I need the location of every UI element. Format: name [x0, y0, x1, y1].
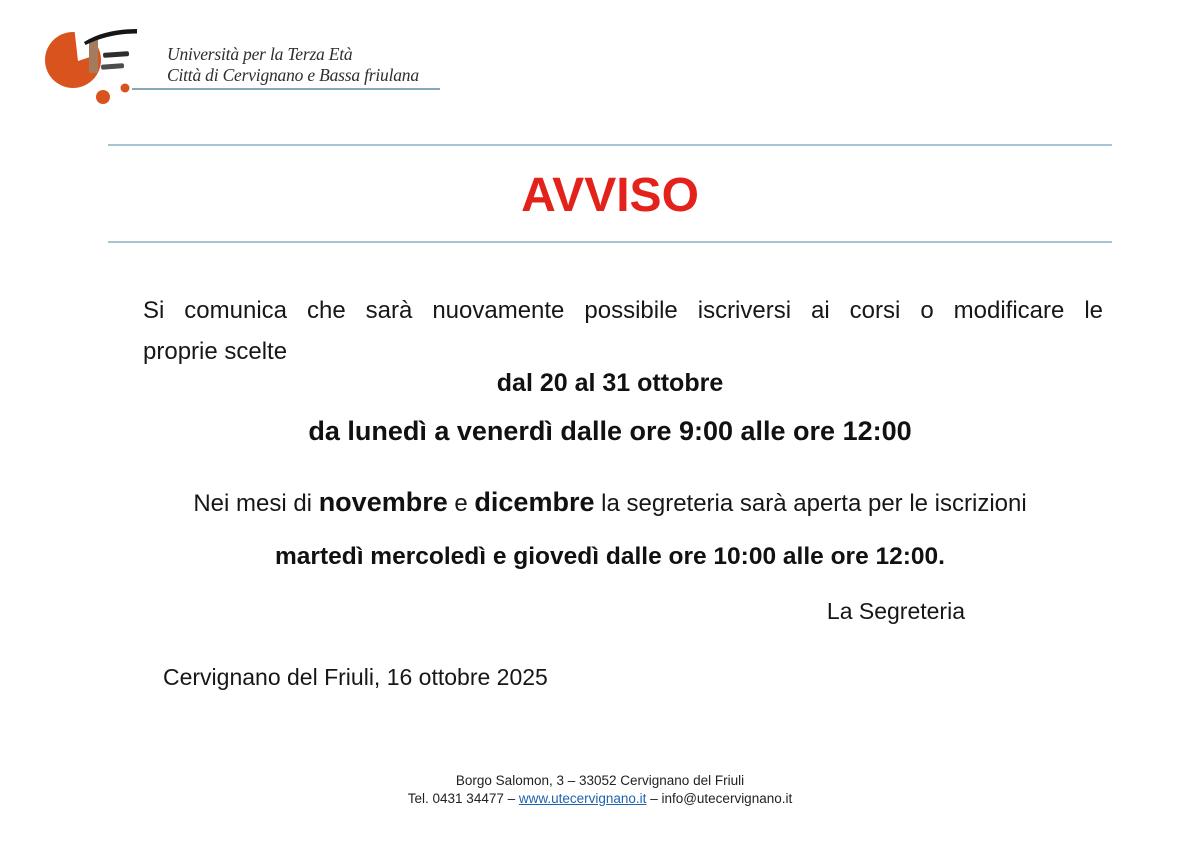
notice-body: [108, 0, 1112, 848]
months-seg2: e: [447, 490, 475, 517]
footer-address: Borgo Salomon, 3 – 33052 Cervignano del Friuli: [455, 773, 745, 788]
intro-paragraph-line2: proprie scelte: [143, 338, 288, 365]
months-sentence: [108, 487, 1112, 518]
footer-tel: Tel. 0431 34477 –: [407, 791, 519, 806]
footer-contacts: [0, 790, 1200, 808]
org-name-line2: Città di Cervignano e Bassa friulana: [167, 65, 419, 85]
dateline: Cervignano del Friuli, 16 ottobre 2025: [163, 664, 548, 690]
website-link[interactable]: www.utecervignano.it: [518, 791, 647, 806]
enrollment-period: dal 20 al 31 ottobre: [496, 369, 724, 397]
month-december: dicembre: [474, 487, 595, 517]
signature: La Segreteria: [826, 598, 965, 624]
page-title: AVVISO: [521, 169, 699, 222]
months-seg3: la segreteria sarà aperta per le iscrizioni: [594, 490, 1027, 517]
org-name-line1: Università per la Terza Età: [167, 44, 353, 64]
month-november: novembre: [318, 487, 448, 517]
intro-paragraph: [143, 290, 1103, 372]
months-seg1: Nei mesi di: [193, 490, 319, 517]
footer-email: – info@utecervignano.it: [646, 791, 793, 806]
intro-paragraph-line1: Si comunica che sarà nuovamente possibile iscriversi ai corsi o modificare le: [143, 297, 1103, 324]
footer: [0, 772, 1200, 808]
winter-hours: martedì mercoledì e giovedì dalle ore 10:00 alle ore 12:00.: [275, 543, 945, 570]
weekday-hours: da lunedì a venerdì dalle ore 9:00 alle ore 12:00: [308, 416, 912, 446]
